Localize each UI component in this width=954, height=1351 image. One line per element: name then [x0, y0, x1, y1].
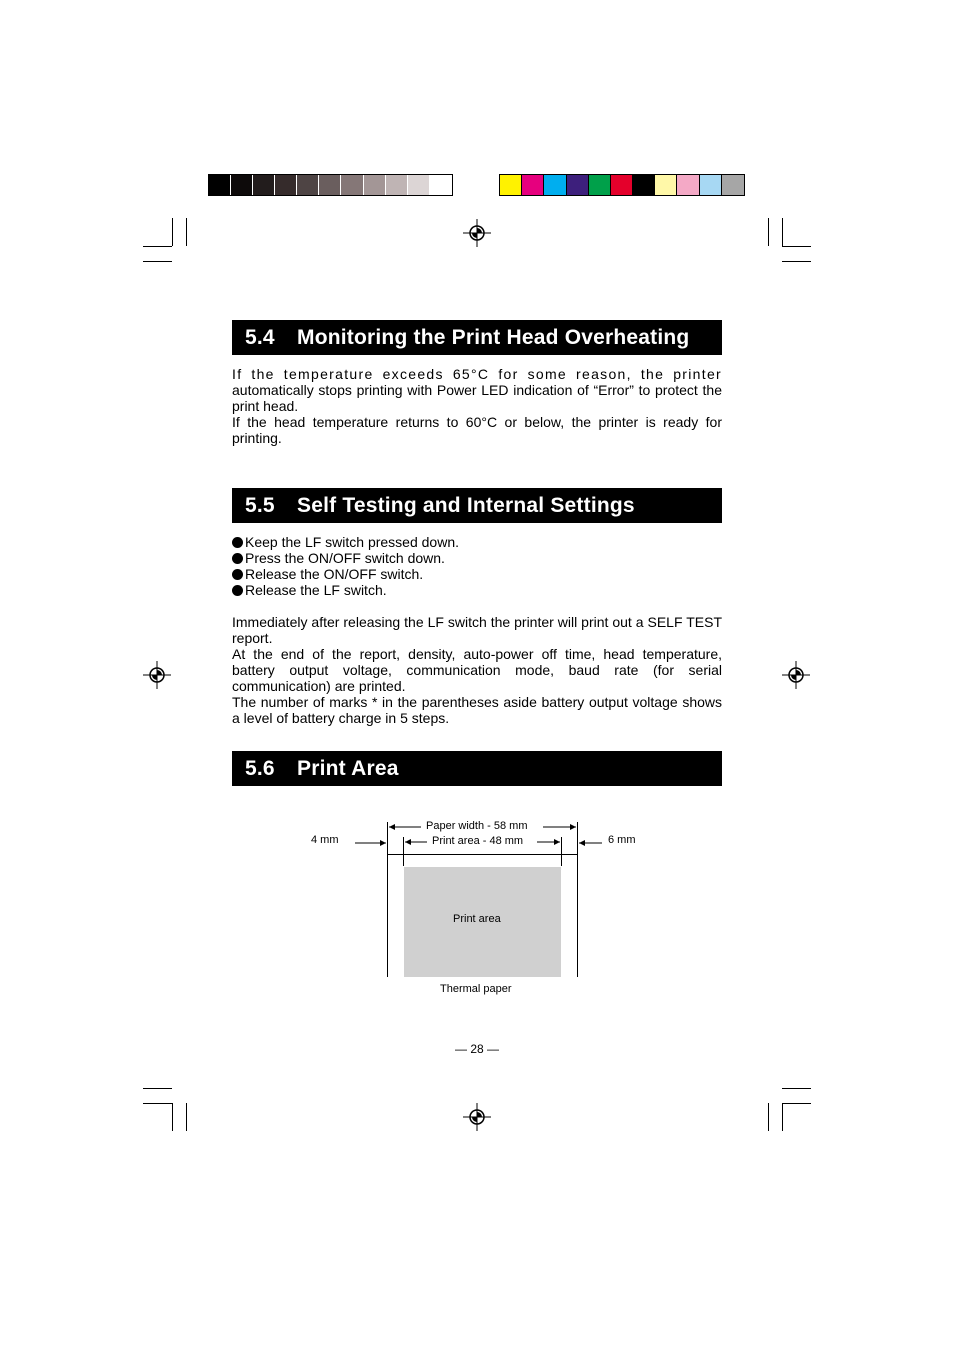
overheat-text-line: If the temperature exceeds 65°C for some reason, the printer	[232, 366, 722, 382]
print-area-width-label: Print area - 48 mm	[432, 835, 524, 847]
self-test-paragraph: Immediately after releasing the LF switch the printer will print out a SELF TEST report.	[232, 614, 722, 646]
step-text: Keep the LF switch pressed down.	[245, 534, 460, 550]
step-text: Press the ON/OFF switch down.	[245, 550, 445, 566]
section-number: 5.6	[245, 757, 275, 780]
overheat-recovery-paragraph: If the head temperature returns to 60°C or below, the printer is ready for printing.	[232, 414, 722, 446]
print-area-label: Print area	[453, 913, 501, 925]
paper-width-label: Paper width - 58 mm	[426, 820, 528, 832]
section-title: Self Testing and Internal Settings	[297, 494, 635, 517]
battery-marks-paragraph: The number of marks * in the parentheses aside battery output voltage shows a level of battery charge in 5 steps.	[232, 694, 722, 726]
step-text: Release the LF switch.	[245, 582, 387, 598]
step-text: Release the ON/OFF switch.	[245, 566, 424, 582]
section-title: Print Area	[297, 757, 399, 780]
left-margin-label: 4 mm	[311, 834, 339, 846]
section-number: 5.5	[245, 494, 275, 517]
section-number: 5.4	[245, 326, 275, 349]
thermal-paper-label: Thermal paper	[440, 983, 512, 995]
page-number: — 28 —	[454, 1042, 499, 1056]
overheat-text: automatically stops printing with Power LED indication of “Error” to protect the print head.	[232, 382, 722, 414]
right-margin-label: 6 mm	[608, 834, 636, 846]
report-contents-paragraph: At the end of the report, density, auto-power off time, head temperature, battery output voltage, communication mode, baud rate (for serial communication) are printed.	[232, 646, 722, 694]
section-title: Monitoring the Print Head Overheating	[297, 326, 690, 349]
